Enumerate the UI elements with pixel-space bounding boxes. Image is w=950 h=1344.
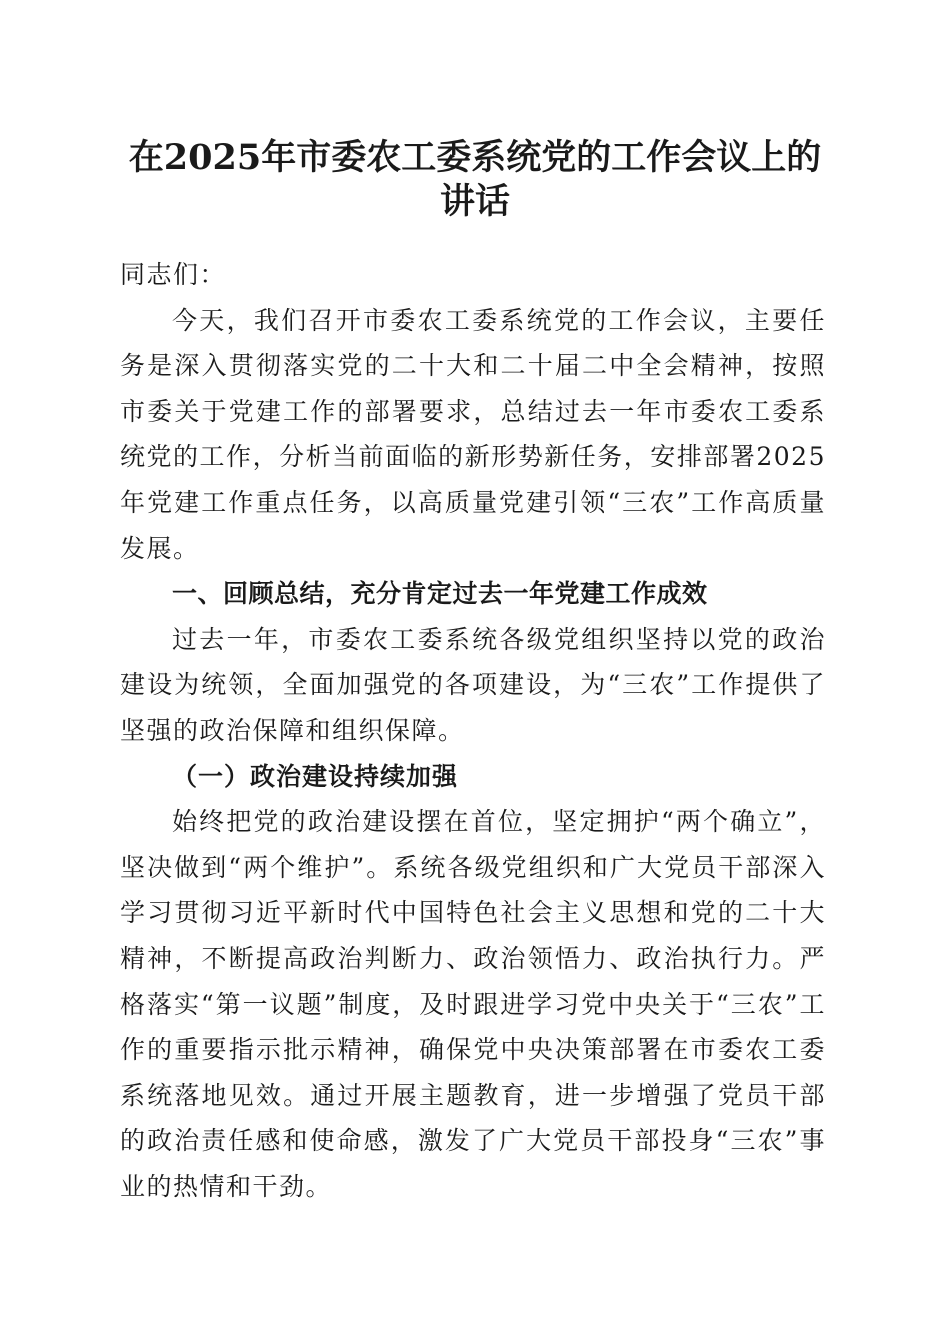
title-line-2: 讲话 xyxy=(439,181,510,222)
document-title xyxy=(100,136,850,224)
title-line-1: 在2025年市委农工委系统党的工作会议上的 xyxy=(128,137,822,178)
subsection-heading-1: （一）政治建设持续加强 xyxy=(172,761,459,791)
salutation: 同志们： xyxy=(120,260,227,289)
subsection-1-paragraph: 始终把党的政治建设摆在首位，坚定拥护“两个确立”，坚决做到“两个维护”。系统各级党组织和广大党员干部深入学习贯彻习近平新时代中国特色社会主义思想和党的二十大精神，不断提高政治判断力、政治领悟力、政治执行力。严格落实“第一议题”制度，及时跟进学习党中央关于“三农”工作的重要指示批示精神，确保党中央决策部署在市委农工委系统落地见效。通过开展主题教育，进一步增强了党员干部的政治责任感和使命感，激发了广大党员干部投身“三农”事业的热情和干劲。 xyxy=(120,807,826,1201)
intro-paragraph: 今天，我们召开市委农工委系统党的工作会议，主要任务是深入贯彻落实党的二十大和二十届二中全会精神，按照市委关于党建工作的部署要求，总结过去一年市委农工委系统党的工作，分析当前面临的新形势新任务，安排部署2025年党建工作重点任务，以高质量党建引领“三农”工作高质量发展。 xyxy=(120,305,826,563)
document-body xyxy=(120,252,826,1209)
section-1-paragraph: 过去一年，市委农工委系统各级党组织坚持以党的政治建设为统领，全面加强党的各项建设，为“三农”工作提供了坚强的政治保障和组织保障。 xyxy=(120,624,826,745)
section-heading-1: 一、回顾总结，充分肯定过去一年党建工作成效 xyxy=(172,579,708,609)
